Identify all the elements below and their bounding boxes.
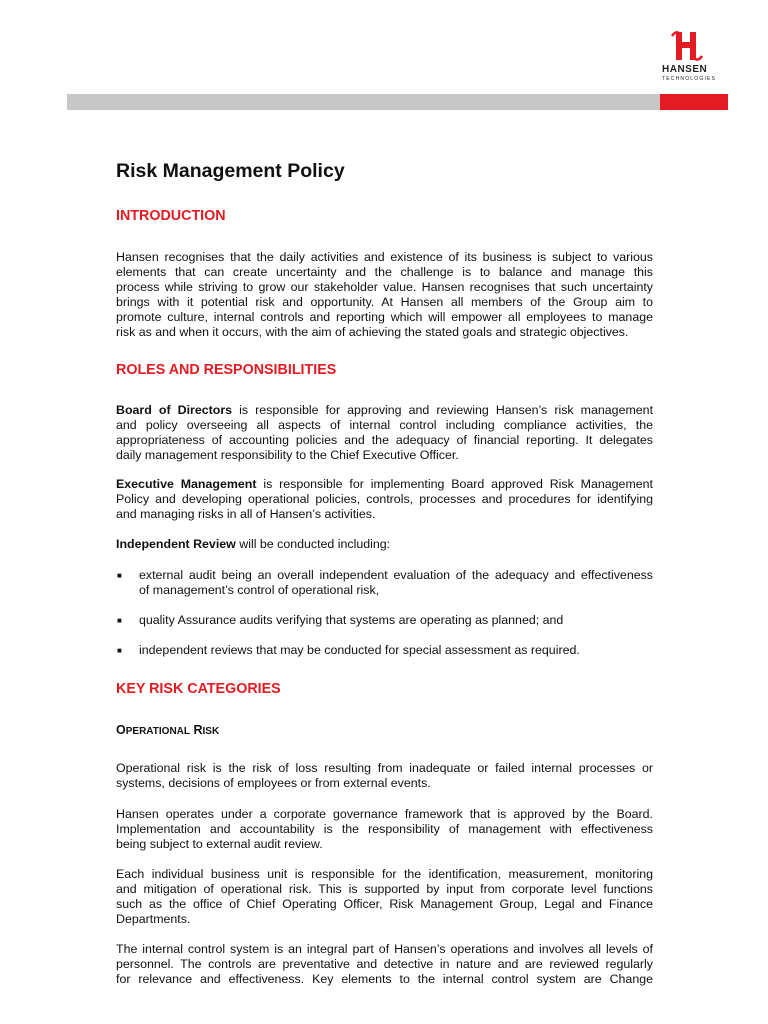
hansen-logo	[662, 30, 734, 82]
logo-tagline: TECHNOLOGIES	[662, 76, 717, 82]
bullet-square-icon: ■	[117, 646, 122, 655]
heading-introduction: INTRODUCTION	[116, 208, 226, 224]
hansen-h-mark-icon	[670, 30, 704, 62]
bullet-square-icon: ■	[117, 616, 122, 625]
heading-operational-risk: OPERATIONAL RISK	[116, 723, 220, 737]
heading-roles-responsibilities: ROLES AND RESPONSIBILITIES	[116, 362, 337, 378]
operational-paragraph-1: Operational risk is the risk of loss resulting from inadequate or failed internal processes or systems, decisions of employees or from external events.	[116, 761, 653, 790]
heading-key-risk-categories: KEY RISK CATEGORIES	[116, 681, 281, 697]
operational-paragraph-4: The internal control system is an integral part of Hansen’s operations and involves all levels of personnel. The controls are preventative and detective in nature and are reviewed regularly for relevance and effectiveness. Key elements to the internal control system are Change	[116, 942, 653, 986]
review-label: Independent Review	[116, 537, 236, 551]
board-paragraph: Board of Directors is responsible for approving and reviewing Hansen’s risk management and policy overseeing all aspects of internal control including compliance activities, the appropriateness of accounting policies and the adequacy of financial reporting. It delegates daily management responsibility to the Chief Executive Officer.	[116, 403, 654, 462]
executive-label: Executive Management	[116, 477, 257, 491]
bullet-square-icon: ■	[117, 571, 122, 580]
header-gray-bar	[67, 94, 660, 110]
board-label: Board of Directors	[116, 403, 233, 417]
operational-paragraph-2: Hansen operates under a corporate governance framework that is approved by the Board. Implementation and accountability is the responsibility of management with effectiveness being subject to external audit review.	[116, 807, 653, 851]
operational-paragraph-3: Each individual business unit is responsible for the identification, measurement, monitoring and mitigation of operational risk. This is supported by input from corporate level functions such as the office of Chief Operating Officer, Risk Management Group, Legal and Finance Departments.	[116, 867, 653, 926]
logo-brand-text: HANSEN	[662, 64, 708, 75]
executive-paragraph: Executive Management is responsible for implementing Board approved Risk Management Policy and developing operational policies, controls, processes and procedures for identifying and managing risks in all of Hansen’s activities.	[116, 477, 653, 521]
header-red-bar	[660, 94, 728, 110]
intro-paragraph: Hansen recognises that the daily activities and existence of its business is subject to various elements that can create uncertainty and the challenge is to balance and manage this process while striving to grow our stakeholder value. Hansen recognises that such uncertainty brings with it potential risk and opportunity. At Hansen all members of the Group aim to promote culture, internal controls and reporting which will empower all employees to manage risk as and when it occurs, with the aim of achieving the stated goals and strategic objectives.	[116, 250, 653, 339]
review-paragraph: Independent Review will be conducted including:	[116, 537, 391, 551]
page-title: Risk Management Policy	[116, 160, 345, 182]
